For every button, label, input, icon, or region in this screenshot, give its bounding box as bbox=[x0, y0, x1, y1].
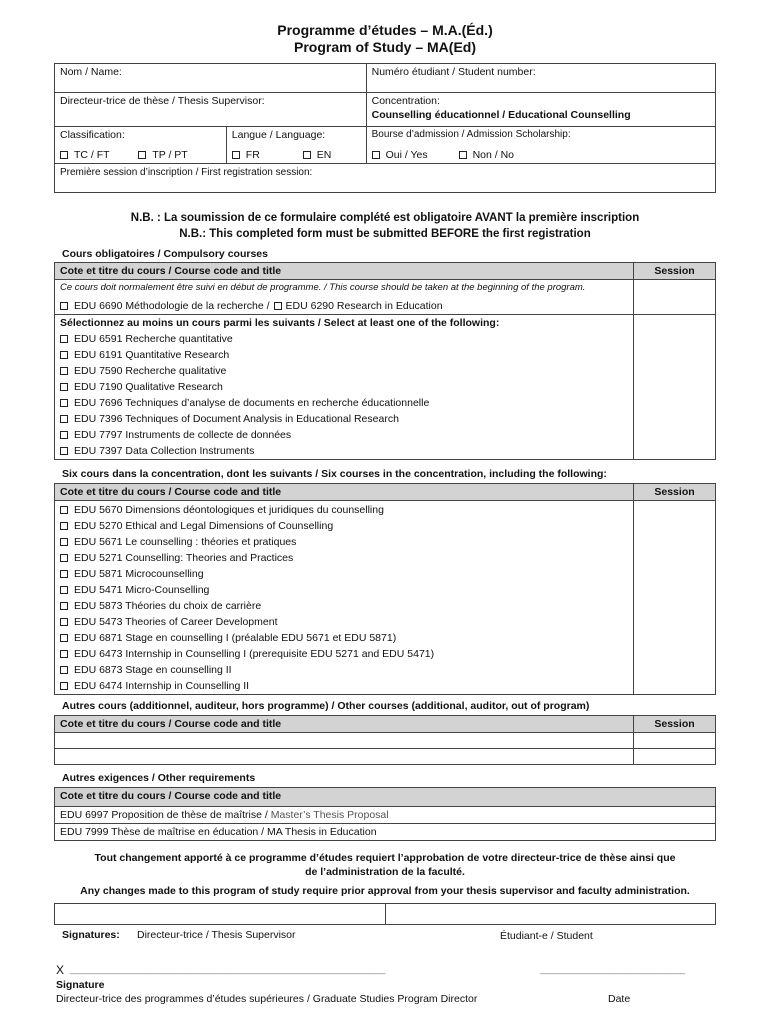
title-fr: Programme d’études – M.A.(Éd.) bbox=[277, 22, 493, 38]
concentration-options-cell bbox=[55, 501, 634, 695]
other-course-row[interactable] bbox=[55, 749, 634, 765]
date-line[interactable]: _____________________________ bbox=[540, 964, 686, 974]
director-signature-line[interactable]: _______________________________________________________________ bbox=[70, 964, 386, 974]
list-item: EDU 5671 Le counselling : théories et pratiques bbox=[60, 535, 628, 551]
select-session-cell[interactable] bbox=[634, 315, 716, 460]
list-item: EDU 5270 Ethical and Legal Dimensions of Counselling bbox=[60, 519, 628, 535]
name-field[interactable]: Nom / Name: bbox=[55, 64, 367, 93]
list-item: EDU 5271 Counselling: Theories and Practices bbox=[60, 551, 628, 567]
option-checkbox[interactable] bbox=[60, 351, 68, 359]
concentration-table bbox=[54, 483, 716, 695]
list-item: EDU 7190 Qualitative Research bbox=[60, 380, 628, 396]
list-item: EDU 5873 Théories du choix de carrière bbox=[60, 599, 628, 615]
list-item: EDU 7696 Techniques d’analyse de documents en recherche éducationnelle bbox=[60, 396, 628, 412]
list-item: EDU 7797 Instruments de collecte de données bbox=[60, 428, 628, 444]
list-item: EDU 5473 Theories of Career Development bbox=[60, 615, 628, 631]
supervisor-field[interactable]: Directeur-trice de thèse / Thesis Supervisor: bbox=[55, 93, 367, 127]
date-label: Date bbox=[608, 993, 631, 1005]
list-item: EDU 6591 Recherche quantitative bbox=[60, 332, 628, 348]
nb-en: N.B.: This completed form must be submitted BEFORE the first registration bbox=[179, 228, 591, 240]
concentration-session-header: Session bbox=[634, 484, 716, 501]
option-checkbox[interactable] bbox=[60, 538, 68, 546]
supervisor-signature-box[interactable] bbox=[55, 904, 386, 925]
concentration-label: Six cours dans la concentration, dont les suivants / Six courses in the concentration, including the following: bbox=[62, 468, 607, 480]
change-note-en: Any changes made to this program of study require prior approval from your thesis supervisor and faculty administration. bbox=[80, 885, 690, 897]
option-checkbox[interactable] bbox=[60, 367, 68, 375]
signature-x-mark: X bbox=[56, 963, 65, 977]
first-session-field[interactable]: Première session d’inscription / First registration session: bbox=[55, 164, 716, 193]
option-checkbox[interactable] bbox=[60, 602, 68, 610]
list-item: EDU 7590 Recherche qualitative bbox=[60, 364, 628, 380]
concentration-session-cell[interactable] bbox=[634, 501, 716, 695]
student-signature-box[interactable] bbox=[385, 904, 716, 925]
list-item: EDU 6473 Internship in Counselling I (prerequisite EDU 5271 and EDU 5471) bbox=[60, 647, 628, 663]
select-label: Sélectionnez au moins un cours parmi les suivants / Select at least one of the following: bbox=[60, 317, 500, 329]
title-en: Program of Study – MA(Ed) bbox=[293, 39, 476, 55]
option-checkbox[interactable] bbox=[60, 415, 68, 423]
list-item: EDU 6474 Internship in Counselling II bbox=[60, 679, 628, 693]
option-checkbox[interactable] bbox=[60, 650, 68, 658]
list-item: EDU 5670 Dimensions déontologiques et juridiques du counselling bbox=[60, 503, 628, 519]
other-course-session[interactable] bbox=[634, 749, 716, 765]
other-course-session[interactable] bbox=[634, 733, 716, 749]
option-checkbox[interactable] bbox=[60, 522, 68, 530]
option-checkbox[interactable] bbox=[60, 618, 68, 626]
option-checkbox[interactable] bbox=[60, 383, 68, 391]
other-courses-session-header: Session bbox=[634, 716, 716, 733]
compulsory-label: Cours obligatoires / Compulsory courses bbox=[62, 248, 268, 260]
compulsory-session-header: Session bbox=[634, 263, 716, 280]
tp-pt-checkbox[interactable] bbox=[138, 151, 146, 159]
tc-ft-checkbox[interactable] bbox=[60, 151, 68, 159]
table-row: EDU 7999 Thèse de maîtrise en éducation / MA Thesis in Education bbox=[55, 824, 716, 841]
list-item: EDU 6873 Stage en counselling II bbox=[60, 663, 628, 679]
supervisor-label: Directeur-trice / Thesis Supervisor bbox=[137, 929, 296, 941]
student-number-field[interactable]: Numéro étudiant / Student number: bbox=[366, 64, 715, 93]
option-checkbox[interactable] bbox=[60, 554, 68, 562]
signature-label: Signature bbox=[56, 979, 105, 991]
classification-field: Classification: TC / FT TP / PT bbox=[55, 127, 227, 164]
select-options-cell bbox=[55, 315, 634, 460]
fr-checkbox[interactable] bbox=[232, 151, 240, 159]
option-checkbox[interactable] bbox=[60, 431, 68, 439]
edu6690-checkbox[interactable] bbox=[60, 302, 68, 310]
change-note-fr-1: Tout changement apporté à ce programme d’études requiert l’approbation de votre directeur-trice de thèse ainsi que bbox=[94, 852, 676, 864]
change-note-fr-2: de l’administration de la faculté. bbox=[305, 866, 465, 878]
concentration-header: Cote et titre du cours / Course code and title bbox=[55, 484, 634, 501]
option-list bbox=[60, 332, 628, 458]
concentration-field: Concentration: Counselling éducationnel / Educational Counselling bbox=[366, 93, 715, 127]
option-checkbox[interactable] bbox=[60, 586, 68, 594]
other-requirements-table bbox=[54, 787, 716, 841]
scholarship-field: Bourse d’admission / Admission Scholarship: Oui / Yes Non / No bbox=[366, 127, 715, 164]
option-checkbox[interactable] bbox=[60, 666, 68, 674]
signatures-label: Signatures: bbox=[62, 929, 120, 941]
list-item: EDU 5471 Micro-Counselling bbox=[60, 583, 628, 599]
edu6290-checkbox[interactable] bbox=[274, 302, 282, 310]
student-label: Étudiant-e / Student bbox=[500, 930, 593, 942]
non-no-checkbox[interactable] bbox=[459, 151, 467, 159]
compulsory-table bbox=[54, 262, 716, 460]
language-field: Langue / Language: FR EN bbox=[226, 127, 366, 164]
list-item: EDU 7396 Techniques of Document Analysis in Educational Research bbox=[60, 412, 628, 428]
other-course-row[interactable] bbox=[55, 733, 634, 749]
signature-boxes bbox=[54, 903, 716, 925]
option-checkbox[interactable] bbox=[60, 634, 68, 642]
director-label: Directeur-trice des programmes d’études supérieures / Graduate Studies Program Director bbox=[56, 993, 478, 1005]
oui-yes-checkbox[interactable] bbox=[372, 151, 380, 159]
other-courses-label: Autres cours (additionnel, auditeur, hors programme) / Other courses (additional, auditor, out of program) bbox=[62, 700, 590, 712]
list-item: EDU 6871 Stage en counselling I (préalable EDU 5671 et EDU 5871) bbox=[60, 631, 628, 647]
compulsory-session-cell[interactable] bbox=[634, 280, 716, 315]
option-checkbox[interactable] bbox=[60, 399, 68, 407]
option-checkbox[interactable] bbox=[60, 682, 68, 690]
other-requirements-label: Autres exigences / Other requirements bbox=[62, 772, 256, 784]
compulsory-course-cell: Ce cours doit normalement être suivi en début de programme. / This course should be taken at the beginning of the program. EDU 6690 Méthodologie de la recherche / EDU 6290 Research in Education bbox=[55, 280, 634, 315]
other-courses-header: Cote et titre du cours / Course code and title bbox=[55, 716, 634, 733]
option-checkbox[interactable] bbox=[60, 506, 68, 514]
other-requirements-header: Cote et titre du cours / Course code and title bbox=[55, 788, 716, 807]
compulsory-header: Cote et titre du cours / Course code and title bbox=[55, 263, 634, 280]
list-item: EDU 6191 Quantitative Research bbox=[60, 348, 628, 364]
list-item: EDU 7397 Data Collection Instruments bbox=[60, 444, 628, 458]
student-info-table bbox=[54, 63, 716, 193]
en-checkbox[interactable] bbox=[303, 151, 311, 159]
other-courses-table bbox=[54, 715, 716, 765]
nb-fr: N.B. : La soumission de ce formulaire complété est obligatoire AVANT la première inscription bbox=[130, 212, 640, 224]
list-item: EDU 5871 Microcounselling bbox=[60, 567, 628, 583]
concentration-value: Counselling éducationnel / Educational Counselling bbox=[371, 109, 631, 121]
table-row: EDU 6997 Proposition de thèse de maîtrise / Master’s Thesis Proposal bbox=[55, 807, 716, 824]
compulsory-note: Ce cours doit normalement être suivi en début de programme. / This course should be taken at the beginning of the program. bbox=[60, 282, 586, 293]
option-checkbox[interactable] bbox=[60, 447, 68, 455]
option-checkbox[interactable] bbox=[60, 570, 68, 578]
option-checkbox[interactable] bbox=[60, 335, 68, 343]
